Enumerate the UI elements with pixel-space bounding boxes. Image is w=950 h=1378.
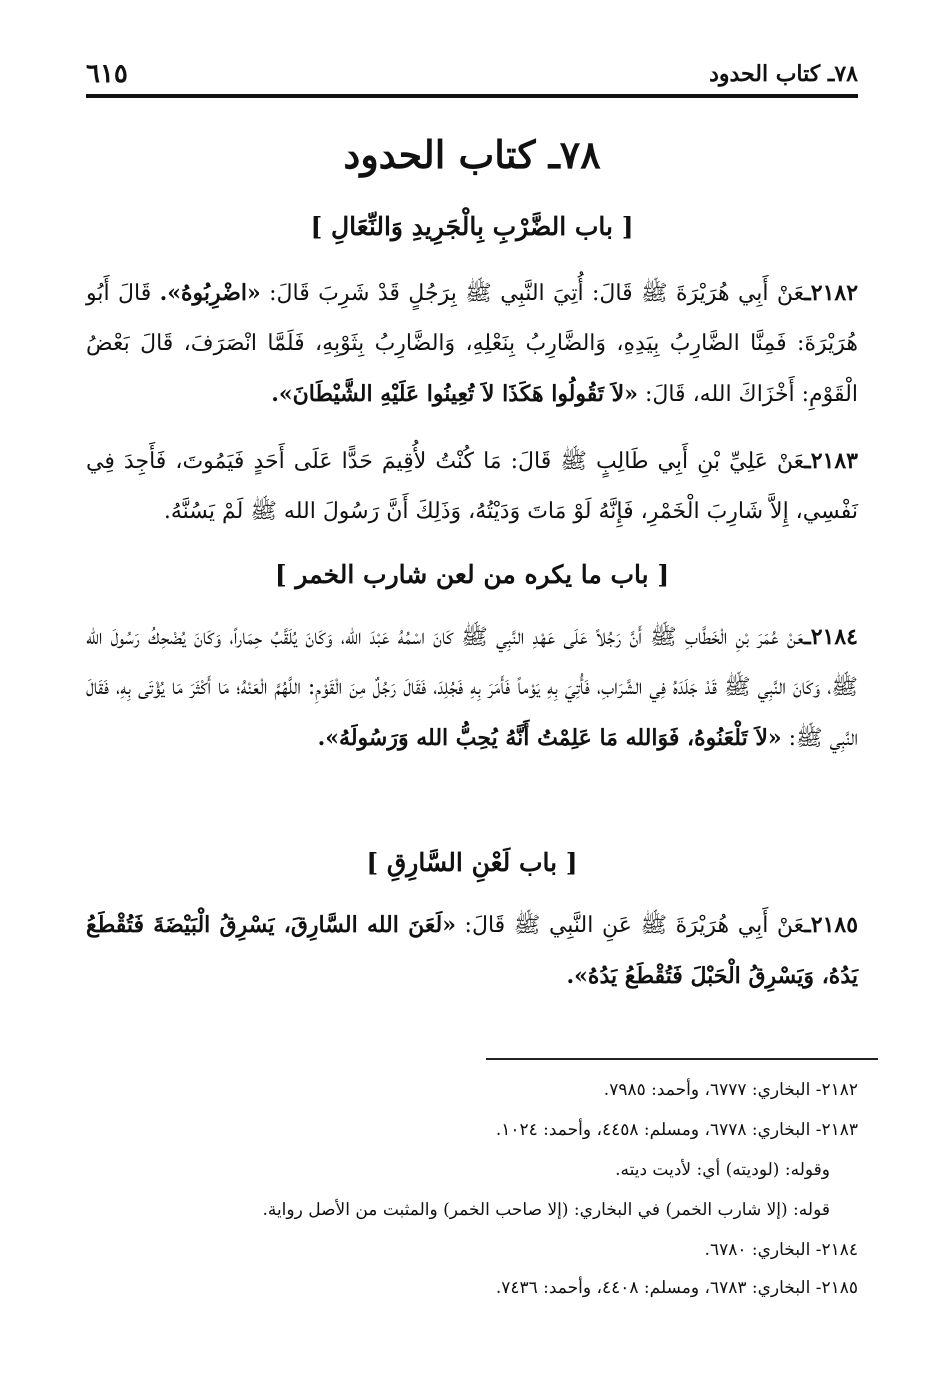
- footnote: ٢١٨٥- البخاري: ٦٧٨٣، ومسلم: ٤٤٠٨، وأحمد: ٧٤٣٦.: [495, 1278, 858, 1298]
- running-title: ٧٨ـ كتاب الحدود: [709, 61, 858, 87]
- footnote: ٢١٨٢- البخاري: ٦٧٧٧، وأحمد: ٧٩٨٥.: [603, 1080, 858, 1100]
- hadith-number: ٢١٨٤ـ: [804, 624, 858, 650]
- hadith-quote: «لَعَنَ الله السَّارِقَ، يَسْرِقُ الْبَيْضَةَ فَتُقْطَعُ يَدُهُ، وَيَسْرِقُ الْحَبْلَ فَتُقْطَعُ يَدُهُ».: [86, 912, 858, 989]
- hadith-2182: [86, 268, 858, 420]
- section-heading: [ باب الضَّرْبِ بِالْجَرِيدِ وَالنِّعَالِ ]: [310, 212, 634, 241]
- book-title: ٧٨ـ كتاب الحدود: [343, 132, 601, 177]
- footnote: قوله: (إلا شارب الخمر) في البخاري: (إلا صاحب الخمر) والمثبت من الأصل رواية.: [262, 1200, 830, 1220]
- hadith-number: ٢١٨٥ـ: [804, 912, 859, 938]
- page-number: ٦١٥: [86, 59, 128, 89]
- hadith-text: عَنْ عَلِيِّ بْنِ أَبِي طَالِبٍ ﷺ قَالَ: مَا كُنْتُ لأُقِيمَ حَدًّا عَلَى أَحَدٍ فَيَمُوتَ، فَأَجِدَ فِي نَفْسِي، إِلاَّ شَارِبَ الْخَمْرِ، فَإِنَّهُ لَوْ مَاتَ وَدَيْتُهُ، وَذَلِكَ أَنَّ رَسُولَ الله ﷺ لَمْ يَسُنَّهُ.: [86, 449, 858, 524]
- footnote: وقوله: (لوديته) أي: لأديت ديته.: [615, 1160, 830, 1180]
- hadith-number: ٢١٨٢ـ: [804, 280, 859, 306]
- hadith-quote: «اضْرِبُوهُ».: [159, 280, 261, 306]
- hadith-quote: «لاَ تَلْعَنُوهُ، فَوَالله مَا عَلِمْتُ أَنَّهُ يُحِبُّ الله وَرَسُولَهُ».: [317, 725, 782, 751]
- hadith-quote: «لاَ تَقُولُوا هَكَذَا لاَ تُعِينُوا عَلَيْهِ الشَّيْطَانَ».: [271, 381, 638, 407]
- footnote-rule: [486, 1058, 878, 1060]
- section-heading: [ باب لَعْنِ السَّارِقِ ]: [366, 848, 578, 877]
- hadith-text: قَالَ أَبُو هُرَيْرَةَ: فَمِنَّا الضَّارِبُ بِيَدِهِ، وَالضَّارِبُ بِنَعْلِهِ، وَالضَّارِبُ بِثَوْبِهِ، فَلَمَّا انْصَرَفَ، قَالَ بَعْضُ الْقَوْمِ: أَخْزَاكَ الله، قَالَ:: [86, 281, 859, 407]
- hadith-2184: [86, 612, 858, 764]
- hadith-text: عَنْ أَبِي هُرَيْرَةَ ﷺ قَالَ: أُتِيَ النَّبِي ﷺ بِرَجُلٍ قَدْ شَرِبَ قَالَ:: [260, 281, 805, 306]
- hadith-text: عَنْ أَبِي هُرَيْرَةَ ﷺ عَنِ النَّبِي ﷺ قَالَ:: [455, 913, 805, 938]
- hadith-2183: [86, 436, 858, 537]
- section-heading: [ باب ما يكره من لعن شارب الخمر ]: [274, 560, 670, 589]
- hadith-2185: [86, 900, 858, 1002]
- header-rule: [86, 94, 858, 98]
- hadith-number: ٢١٨٣ـ: [804, 448, 858, 474]
- page-header: [86, 56, 858, 92]
- footnote: ٢١٨٤- البخاري: ٦٧٨٠.: [704, 1240, 858, 1260]
- hadith-text: عَنْ عُمَرَ بْنِ الْخَطَّابِ ﷺ أَنَّ رَجُلاً عَلَى عَهْدِ النَّبِي ﷺ كَانَ اسْمُهُ عَبْدَ الله، وَكَانَ يُلَقَّبُ حِمَاراً، وَكَانَ يُضْحِكُ رَسُولَ الله ﷺ، وَكَانَ النَّبِي ﷺ قَدْ جَلَدَهُ فِي الشَّرَابِ، فَأُتِيَ بِهِ يَوْماً فَأَمَرَ بِهِ فَجُلِدَ، فَقَالَ رَجُلٌ مِنَ الْقَوْمِ: اللَّهُمَّ الْعَنْهُ؛ مَا أَكْثَرَ مَا يُؤْتَى بِهِ، فَقَالَ النَّبِي ﷺ:: [86, 625, 858, 751]
- footnote: ٢١٨٣- البخاري: ٦٧٧٨، ومسلم: ٤٤٥٨، وأحمد: ١٠٢٤.: [495, 1120, 858, 1140]
